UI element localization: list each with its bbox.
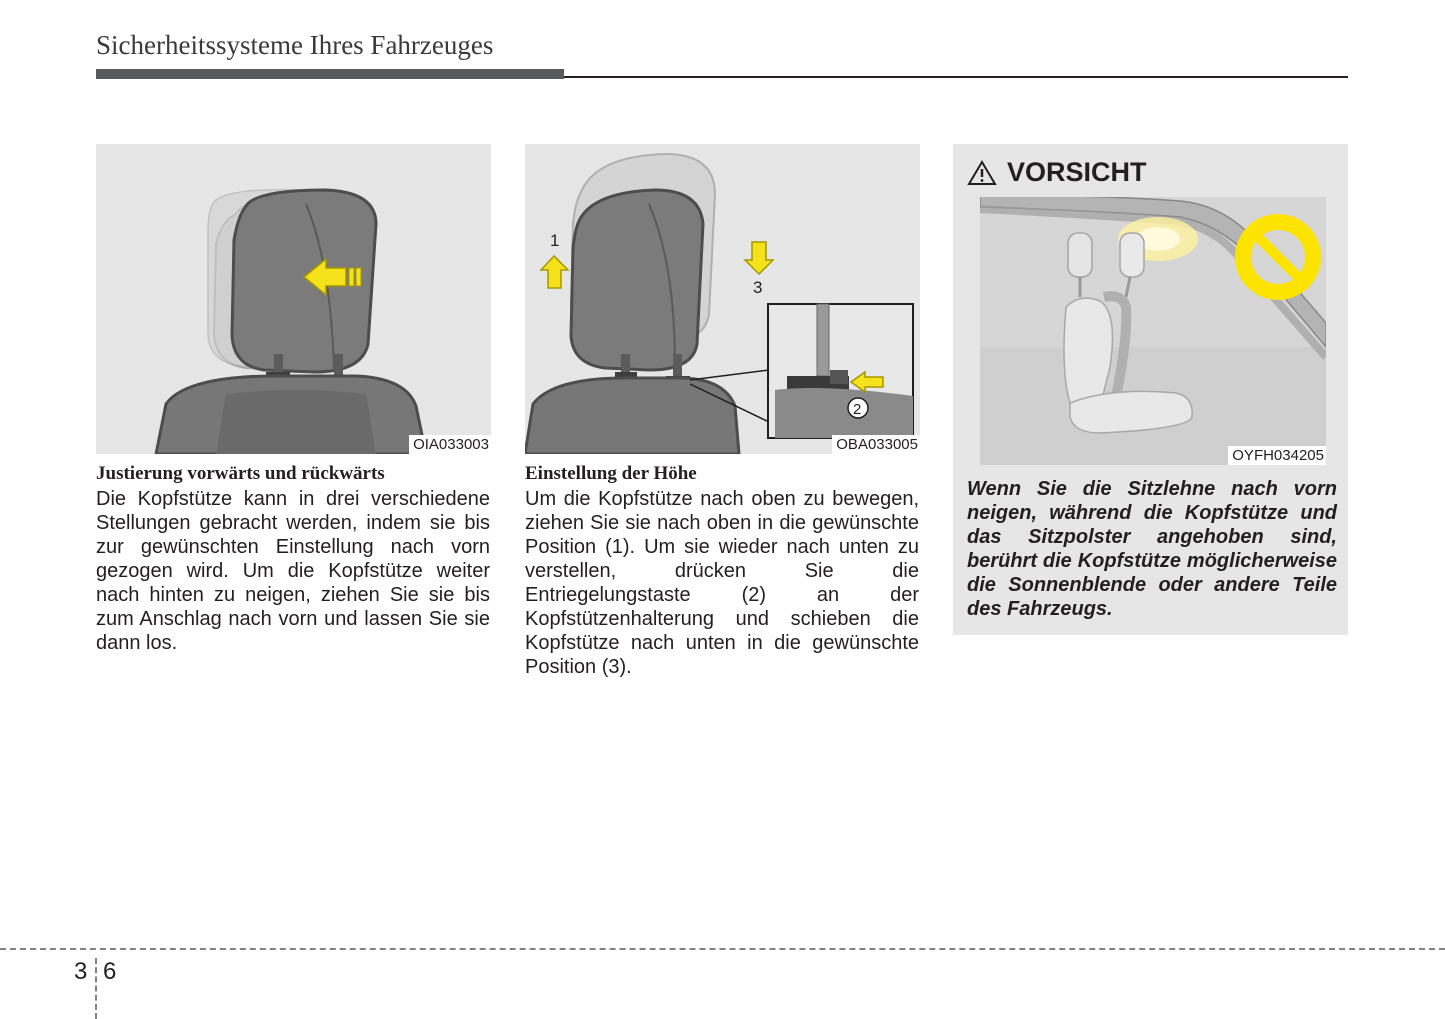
figure-code: OBA033005 [832,435,920,454]
caution-heading [967,157,1147,188]
warning-triangle-icon [967,160,997,186]
footer-rule [0,948,1445,950]
figure-label-1: 1 [550,231,560,250]
figure-code: OIA033003 [409,435,491,454]
section-heading-height: Einstellung der Höhe [525,463,697,484]
caution-figure [980,197,1326,465]
section-text-tilt: Die Kopfstütze kann in drei verschiedene Stellungen gebracht werden, indem sie bis zur gewünschten Einstellung nach vorn gezogen wird. Um die Kopfstütze weiter nach hinten zu neigen, ziehen Sie sie bis zum Anschlag nach vorn und lassen Sie sie dann los. [96,488,490,654]
chapter-number: 3 [74,958,88,985]
section-heading-tilt: Justierung vorwärts und rückwärts [96,463,385,484]
caution-box [953,144,1348,635]
figure-code: OYFH034205 [1228,446,1326,465]
figure-label-2: 2 [853,401,862,418]
page-number: 6 [103,958,117,985]
header-rule-thin [564,76,1348,78]
caution-heading-text: VORSICHT [1007,157,1147,187]
seat-sunvisor-illustration [980,197,1326,465]
header-rule-thick [96,69,564,79]
caution-text: Wenn Sie die Sitzlehne nach vorn neigen, während die Kopfstütze und das Sitzpolster angehoben sind, berührt die Kopfstütze möglicherweise die Sonnenblende oder andere Teile des Fahrzeugs. [967,478,1337,620]
figure-headrest-height [525,144,920,454]
footer-divider [95,958,97,1019]
figure-label-3: 3 [753,278,763,297]
page-header-title: Sicherheitssysteme Ihres Fahrzeuges [96,30,494,60]
headrest-height-illustration [525,144,920,454]
figure-headrest-tilt [96,144,491,454]
section-text-height: Um die Kopfstütze nach oben zu bewegen, ziehen Sie sie nach oben in die gewünschte Position (1). Um sie wieder nach unten zu verstellen, drücken Sie die Entriegelungstaste (2) an der Kopfstützenhalterung und schieben die Kopfstütze nach unten in die gewünschte Position (3). [525,488,919,678]
headrest-tilt-illustration [96,144,491,454]
